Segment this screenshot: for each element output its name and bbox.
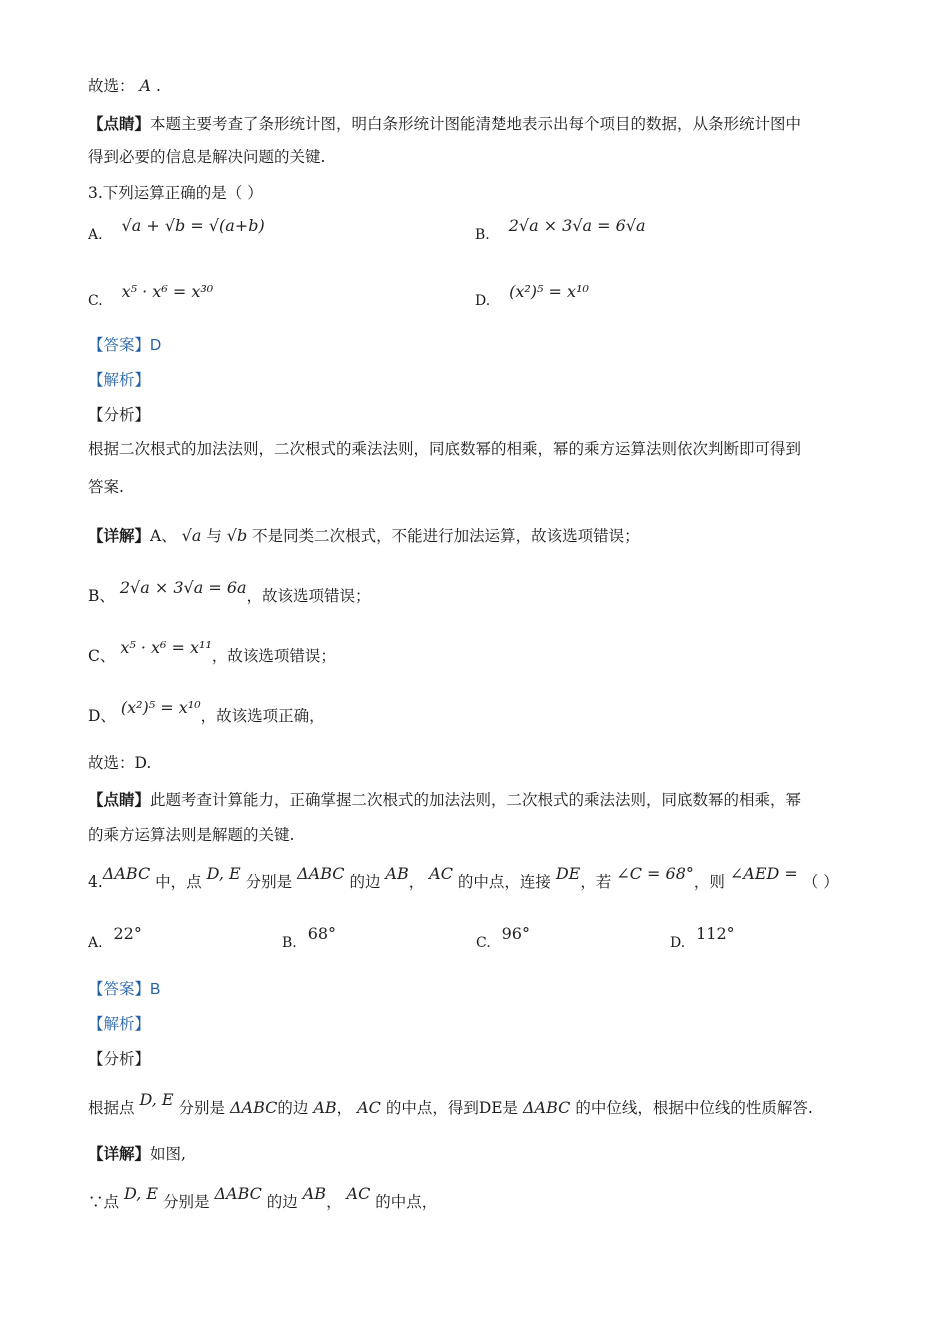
q4-because-ab: AB [302,1184,327,1203]
q4-option-c-label: C. [476,935,491,951]
q3-fenxi-tag: 【分析】 [88,406,151,424]
q3-answer-tag: 【答案】 [88,336,151,354]
q3-fenxi-line [88,408,150,424]
q2-comment-line1 [88,116,801,133]
q4-stem-t6: ，若 [580,873,612,891]
q3-fenxi-text2 [88,480,124,496]
q4-option-a-label: A. [88,935,103,951]
q3-option-a-expr: √a + √b = √(a+b) [121,216,265,235]
q3-option-a-label: A. [88,227,103,243]
q3-detail-d-pre: D、 [88,707,116,725]
q4-stem-t3: 的边 [349,873,381,891]
q3-answer-value: D [150,337,162,354]
q3-fenxi-text1 [88,442,801,458]
q2-choice-end: . [155,77,161,95]
q4-option-c [476,924,530,951]
q2-comment-text2: 得到必要的信息是解决问题的关键. [88,148,326,166]
q4-option-a [88,924,142,951]
q4-fenxi-t6: 的中位线，根据中位线的性质解答. [575,1099,813,1117]
q4-fenxi-triangle2: ΔABC [523,1098,571,1117]
q3-detail-tag: 【详解】 [88,526,151,545]
q3-option-b [475,216,646,243]
q3-detail-d-expr: (x²)⁵ = x¹⁰ [120,698,201,717]
q4-option-d-value: 112° [696,924,735,943]
q4-stem-angle-aed: ∠AED = [729,864,798,883]
q4-option-b-label: B. [282,935,297,951]
q3-stem [88,186,263,202]
q3-detail-a-mid: 与 [206,527,222,545]
q3-answer-line [88,338,161,354]
q4-stem-t8: （ ） [802,873,839,891]
q4-stem-ab: AB [385,864,409,883]
q4-fenxi-t3: 的边 [277,1099,309,1117]
q3-stem-text: 3.下列运算正确的是（ ） [88,184,263,202]
q3-option-c-label: C. [88,293,103,309]
q3-option-d-label: D. [475,293,491,309]
q3-option-b-label: B. [475,227,490,243]
q4-fenxi-line [88,1052,150,1068]
q4-option-d-label: D. [670,935,686,951]
q4-answer-tag: 【答案】 [88,980,151,998]
q4-because-t3: 的边 [266,1193,298,1211]
q2-comment-tag: 【点睛】 [88,114,151,133]
q3-jiexi-tag: 【解析】 [88,371,151,389]
q3-choice-line [88,756,151,772]
q4-fenxi-ab: AB [313,1098,337,1117]
q4-jiexi-line [88,1017,150,1033]
q4-option-b-value: 68° [307,924,337,943]
q3-fenxi-body2: 答案. [88,478,124,496]
q3-comment-tag: 【点睛】 [88,790,151,809]
q3-option-d-expr: (x²)⁵ = x¹⁰ [509,282,589,301]
q3-comment-line1 [88,792,801,809]
q4-option-a-value: 22° [113,924,142,943]
q4-fenxi-t5: 的中点，得到DE是 [385,1099,519,1117]
q2-choice-text: 故选： [88,77,135,95]
q3-option-b-expr: 2√a × 3√a = 6√a [508,216,646,235]
q3-comment-text2: 的乘方运算法则是解题的关键. [88,826,295,844]
q4-because-t5: 的中点， [375,1193,438,1211]
q4-stem-t7: ，则 [693,873,725,891]
q4-because-t2: 分别是 [163,1193,210,1211]
q3-comment-line2 [88,828,294,844]
q3-detail-a-math1: √a [181,526,202,545]
q4-stem-de2: DE [555,864,581,883]
q3-detail-d-post: ，故该选项正确， [200,707,325,725]
q3-detail-a-post: 不是同类二次根式，不能进行加法运算，故该选项错误； [252,527,640,545]
q4-fenxi-de: D, E [139,1090,174,1109]
q4-answer-value: B [150,981,161,998]
q4-because-ac: AC [346,1184,371,1203]
q3-comment-text1: 此题考查计算能力，正确掌握二次根式的加法法则，二次根式的乘法法则，同底数幂的相乘，幂 [150,791,802,809]
q4-fenxi-t2: 分别是 [178,1099,226,1117]
q2-comment-line2 [88,150,325,166]
q4-because-t4: ， [326,1193,342,1211]
q3-option-d [475,282,589,309]
q4-because-de: D, E [123,1184,159,1203]
q4-jiexi-tag: 【解析】 [88,1015,151,1033]
q4-stem-t5: 的中点，连接 [457,873,551,891]
q3-jiexi-line [88,373,150,389]
q4-answer-line [88,982,160,998]
q3-option-c-expr: x⁵ · x⁶ = x³⁰ [121,282,214,301]
q4-fenxi-ac: AC [357,1098,381,1117]
q3-detail-a [88,528,640,545]
q3-detail-c-post: ，故该选项错误； [211,647,336,665]
q2-choice-line [88,78,161,95]
q4-option-d [670,924,735,951]
q4-fenxi-t4: ， [336,1099,353,1117]
q3-detail-c [88,638,336,665]
q4-stem-triangle: ΔABC [102,864,151,883]
q3-detail-a-math2: √b [226,526,248,545]
q4-detail-tag: 【详解】 [88,1144,151,1163]
q3-option-a [88,216,265,243]
q4-because-line [88,1184,438,1211]
q4-stem-angle-c: ∠C = 68° [616,864,694,883]
q4-option-c-value: 96° [501,924,530,943]
q3-detail-b-pre: B、 [88,587,115,605]
q3-detail-b [88,578,371,605]
q4-fenxi-text [88,1090,813,1117]
q2-choice-math: A [139,76,152,95]
q4-stem-t4: ， [408,873,425,891]
q4-number: 4. [88,873,103,891]
q3-detail-b-expr: 2√a × 3√a = 6a [119,578,247,597]
q3-fenxi-body1: 根据二次根式的加法法则，二次根式的乘法法则，同底数幂的相乘，幂的乘方运算法则依次判断即可得到 [88,440,802,458]
q4-fenxi-t1: 根据点 [88,1099,135,1117]
q4-fenxi-triangle: ΔABC [229,1098,278,1117]
q4-stem-t1: 中，点 [155,873,202,891]
q4-because-text: ∵点 [88,1193,120,1211]
q4-because-triangle: ΔABC [214,1184,262,1203]
q4-option-b [282,924,337,951]
q3-detail-b-post: ，故该选项错误； [246,587,371,605]
q4-stem-ac: AC [429,864,453,883]
q3-option-c [88,282,214,309]
q4-stem-t2: 分别是 [245,873,293,891]
q4-detail-line [88,1146,186,1163]
q3-detail-c-pre: C、 [88,647,116,665]
q2-comment-text1: 本题主要考查了条形统计图，明白条形统计图能清楚地表示出每个项目的数据，从条形统计图中 [150,115,802,133]
q4-fenxi-tag: 【分析】 [88,1050,151,1068]
q4-stem-triangle2: ΔABC [297,864,345,883]
q4-detail-t1: 如图, [150,1145,186,1163]
q4-stem [88,864,839,891]
q3-detail-d [88,698,325,725]
q3-detail-c-expr: x⁵ · x⁶ = x¹¹ [120,638,212,657]
q4-stem-de: D, E [206,864,241,883]
q3-choice-text: 故选：D. [88,754,152,772]
q3-detail-a-pre: A、 [150,527,177,545]
